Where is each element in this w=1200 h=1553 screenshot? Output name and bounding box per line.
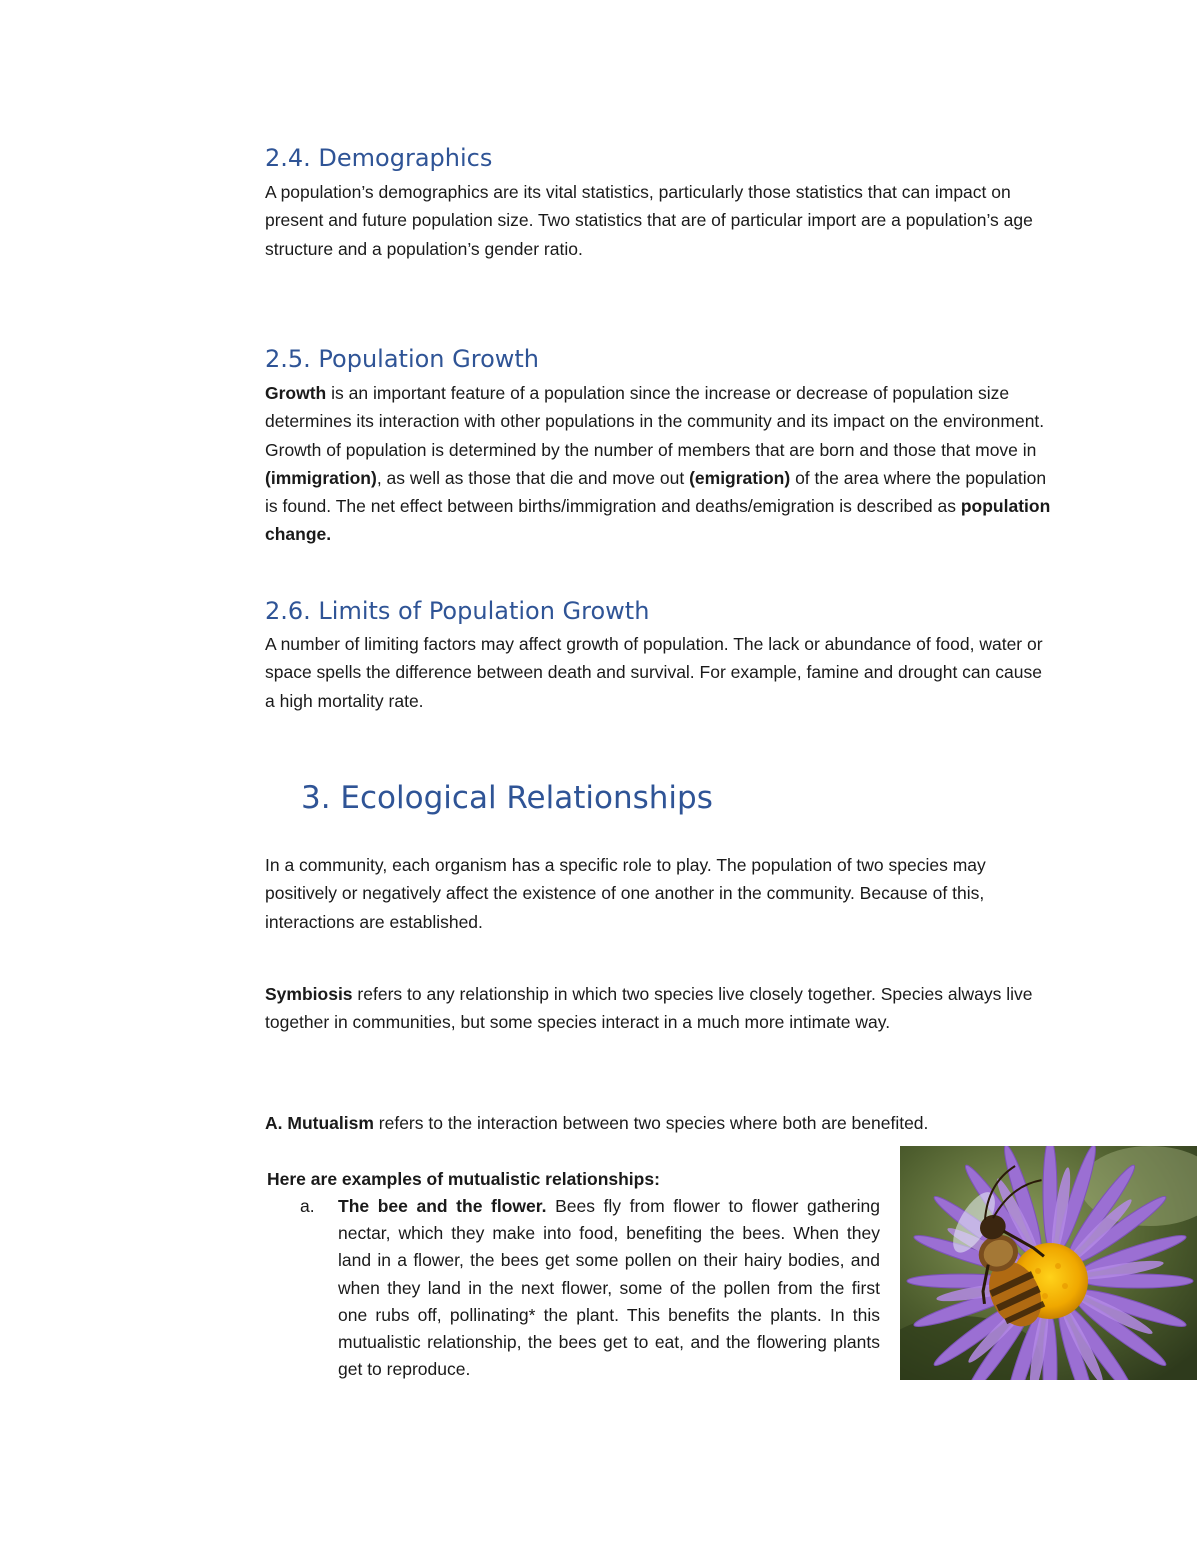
bee-on-flower-illustration xyxy=(900,1146,1197,1380)
examples-intro: Here are examples of mutualistic relationships: xyxy=(267,1169,660,1189)
example-marker: a. xyxy=(300,1196,315,1216)
example-title: The bee and the flower. xyxy=(338,1196,547,1216)
growth-text-1: is an important feature of a population since the increase or decrease of population size determines its interaction with other populations in the community and its impact on the environment. Growth of population is determined by the number of members that are born and those that move in xyxy=(265,383,1045,460)
bee-on-flower-photo xyxy=(900,1146,1197,1380)
paragraph-mutualism xyxy=(265,1109,1065,1137)
term-immigration: (immigration) xyxy=(265,467,377,488)
paragraph-ecological-intro: In a community, each organism has a specific role to play. The population of two species may positively or negatively affect the existence of one another in the community. Because of this, interactions are established. xyxy=(265,855,986,932)
mutualism-text: refers to the interaction between two species where both are benefited. xyxy=(373,1113,929,1133)
heading-demographics: 2.4. Demographics xyxy=(265,144,493,172)
term-symbiosis: Symbiosis xyxy=(265,984,353,1004)
growth-end: . xyxy=(326,524,332,545)
example-bee-and-flower xyxy=(338,1193,880,1383)
paragraph-demographics: A population’s demographics are its vital statistics, particularly those statistics that can impact on present and future population size. Two statistics that are of particular import are a population’s age structure and a population’s gender ratio. xyxy=(265,182,1033,259)
growth-text-3: of the area where the population is found. The net effect between births/immigration and deaths/emigration is described as xyxy=(265,467,1047,517)
term-population-change: population change xyxy=(265,496,1051,545)
heading-population-growth: 2.5. Population Growth xyxy=(265,345,540,373)
paragraph-limits: A number of limiting factors may affect growth of population. The lack or abundance of food, water or space spells the difference between death and survival. For example, famine and drought can cause a high mortality rate. xyxy=(265,634,1043,711)
example-text: Bees fly from flower to flower gathering nectar, which they make into food, benefiting the bees. When they land in a flower, the bees get some pollen on their hairy bodies, and when they land in the next flower, some of the pollen from the first one rubs off, pollinating* the plant. This benefits the plants. In this mutualistic relationship, the bees get to eat, and the flowering plants get to reproduce. xyxy=(338,1196,880,1380)
term-mutualism: A. Mutualism xyxy=(265,1113,374,1133)
term-growth: Growth xyxy=(265,383,327,403)
heading-limits-of-population-growth: 2.6. Limits of Population Growth xyxy=(265,597,650,625)
symbiosis-text: refers to any relationship in which two species live closely together. Species always live together in communities, but some species interact in a much more intimate way. xyxy=(265,984,1033,1033)
paragraph-population-growth xyxy=(265,379,1060,549)
growth-text-2: , as well as those that die and move out xyxy=(376,467,690,488)
paragraph-symbiosis xyxy=(265,980,1045,1037)
heading-ecological-relationships: 3. Ecological Relationships xyxy=(301,780,713,816)
term-emigration: (emigration) xyxy=(689,467,791,488)
